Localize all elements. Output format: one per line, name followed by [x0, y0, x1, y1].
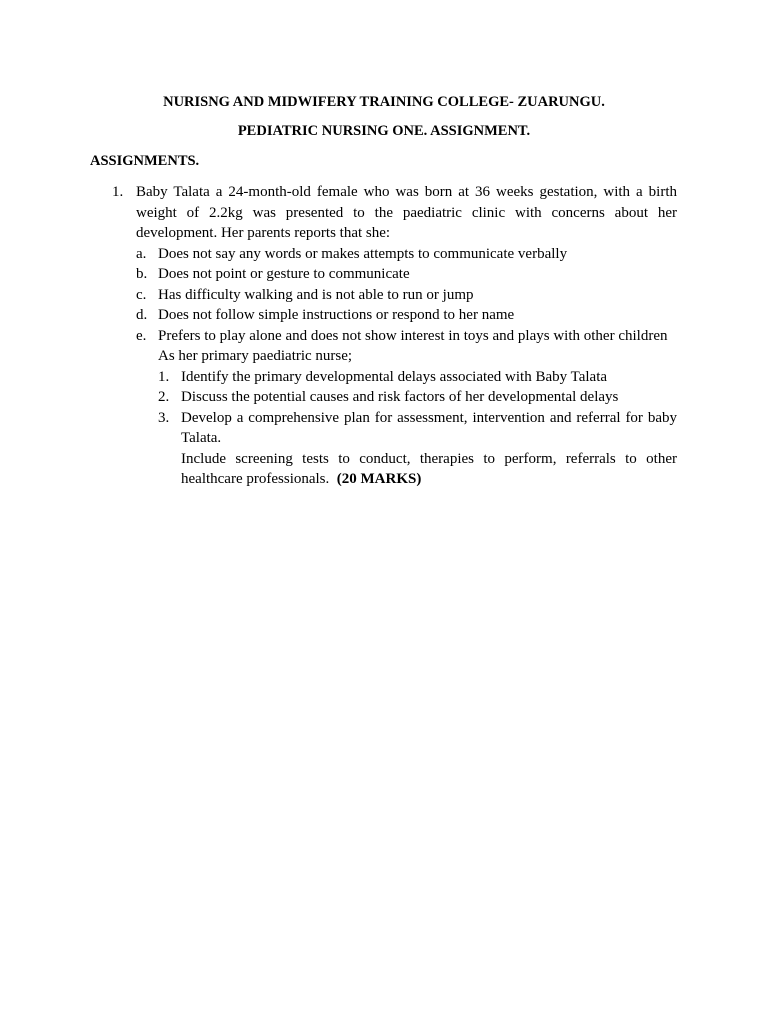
observation-item [0, 264, 768, 285]
question-1 [0, 182, 768, 490]
task-text: Develop a comprehensive plan for assessment, intervention and referral for baby Talata. [181, 409, 677, 446]
observation-text: Does not say any words or makes attempts to communicate verbally [158, 245, 568, 262]
observation-item [0, 244, 768, 265]
task-list [0, 367, 768, 449]
observation-list [0, 244, 768, 347]
observation-text: Does not point or gesture to communicate [158, 266, 410, 282]
observation-letter: a. [136, 245, 147, 262]
question-stem [0, 182, 768, 244]
observation-letter: b. [136, 266, 148, 282]
task-item [0, 387, 768, 408]
task-item [0, 367, 768, 388]
observation-item [0, 285, 768, 306]
observation-text: Prefers to play alone and does not show interest in toys and plays with other children [158, 327, 668, 344]
observation-item [0, 326, 768, 347]
task-number: 3. [158, 409, 170, 426]
observation-letter: e. [136, 327, 147, 344]
observation-text: Has difficulty walking and is not able to run or jump [158, 286, 474, 303]
task-item [0, 408, 768, 449]
task-lead-in: As her primary paediatric nurse; [158, 348, 353, 364]
task-number: 2. [158, 389, 170, 405]
question-text: Baby Talata a 24-month-old female who was born at 36 weeks gestation, with a birth weight of 2.2kg was presented to the paediatric clinic with concerns about her development. Her parents reports that she: [136, 184, 677, 241]
section-title: ASSIGNMENTS. [90, 153, 200, 169]
task-text: Discuss the potential causes and risk factors of her developmental delays [181, 389, 619, 405]
course-title: PEDIATRIC NURSING ONE. ASSIGNMENT. [237, 123, 531, 139]
observation-item [0, 305, 768, 326]
observation-text: Does not follow simple instructions or respond to her name [158, 307, 515, 323]
include-instructions [181, 449, 677, 490]
observation-letter: c. [136, 286, 147, 303]
task-number: 1. [158, 368, 170, 385]
college-title: NURISNG AND MIDWIFERY TRAINING COLLEGE- ZUARUNGU. [163, 94, 605, 110]
question-number: 1. [112, 184, 124, 200]
task-text: Identify the primary developmental delays associated with Baby Talata [181, 368, 608, 385]
marks-label: (20 MARKS) [336, 471, 422, 487]
include-text: Include screening tests to conduct, therapies to perform, referrals to other healthcare professionals. [181, 450, 677, 487]
observation-letter: d. [136, 307, 148, 323]
